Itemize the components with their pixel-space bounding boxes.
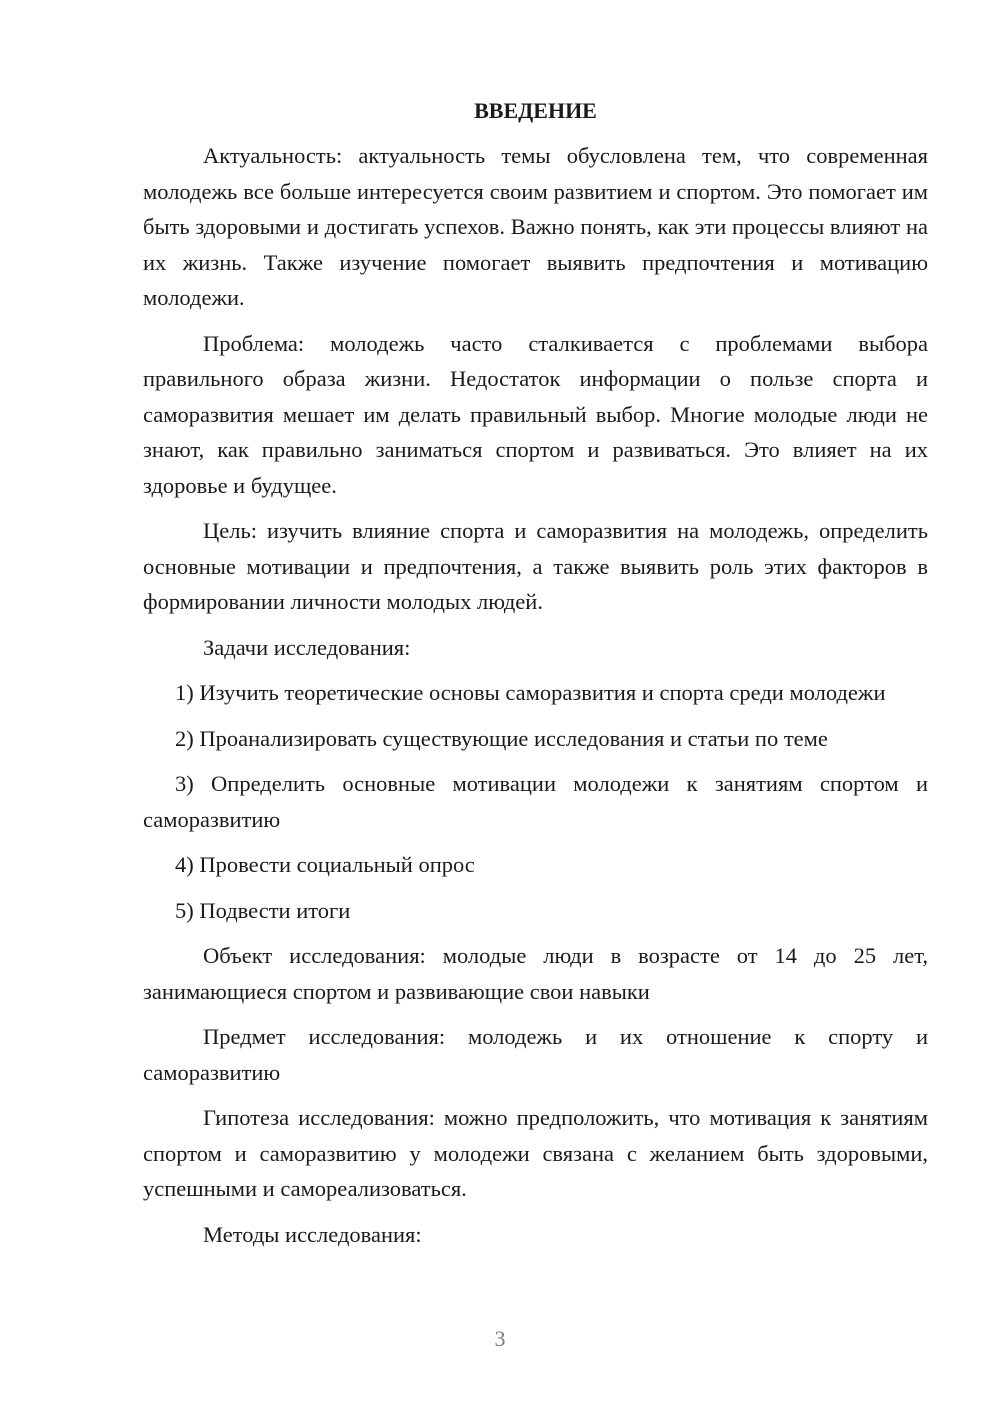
- page-number: 3: [494, 1326, 506, 1351]
- paragraph-object: Объект исследования: молодые люди в возрасте от 14 до 25 лет, занимающиеся спортом и развивающие свои навыки: [143, 943, 928, 1004]
- paragraph-subject: Предмет исследования: молодежь и их отношение к спорту и саморазвитию: [143, 1024, 928, 1085]
- section-heading: ВВЕДЕНИЕ: [474, 98, 597, 123]
- paragraph-problem: Проблема: молодежь часто сталкивается с проблемами выбора правильного образа жизни. Недостаток информации о пользе спорта и саморазвития мешает им делать правильный выбор. Многие молодые люди не знают, как правильно заниматься спортом и развиваться. Это влияет на их здоровье и будущее.: [143, 330, 928, 498]
- list-item: 1) Изучить теоретические основы саморазвития и спорта среди молодежи: [175, 680, 886, 705]
- paragraph-goal: Цель: изучить влияние спорта и саморазвития на молодежь, определить основные мотивации и предпочтения, а также выявить роль этих факторов в формировании личности молодых людей.: [143, 518, 928, 614]
- paragraph-tasks-intro: Задачи исследования:: [203, 634, 411, 660]
- list-item: 3) Определить основные мотивации молодежи к занятиям спортом и саморазвитию: [143, 771, 928, 832]
- list-item: 2) Проанализировать существующие исследования и статьи по теме: [175, 725, 828, 751]
- list-item: 4) Провести социальный опрос: [175, 852, 475, 877]
- paragraph-methods-intro: Методы исследования:: [203, 1221, 422, 1247]
- paragraph-hypothesis: Гипотеза исследования: можно предположить, что мотивация к занятиям спортом и саморазвитию у молодежи связана с желанием быть здоровыми, успешными и самореализоваться.: [143, 1105, 928, 1201]
- list-item: 5) Подвести итоги: [175, 897, 351, 923]
- paragraph-relevance: Актуальность: актуальность темы обусловлена тем, что современная молодежь все больше интересуется своим развитием и спортом. Это помогает им быть здоровыми и достигать успехов. Важно понять, как эти процессы влияют на их жизнь. Также изучение помогает выявить предпочтения и мотивацию молодежи.: [143, 143, 928, 310]
- tasks-list: [143, 675, 928, 928]
- document-page: [143, 96, 928, 1262]
